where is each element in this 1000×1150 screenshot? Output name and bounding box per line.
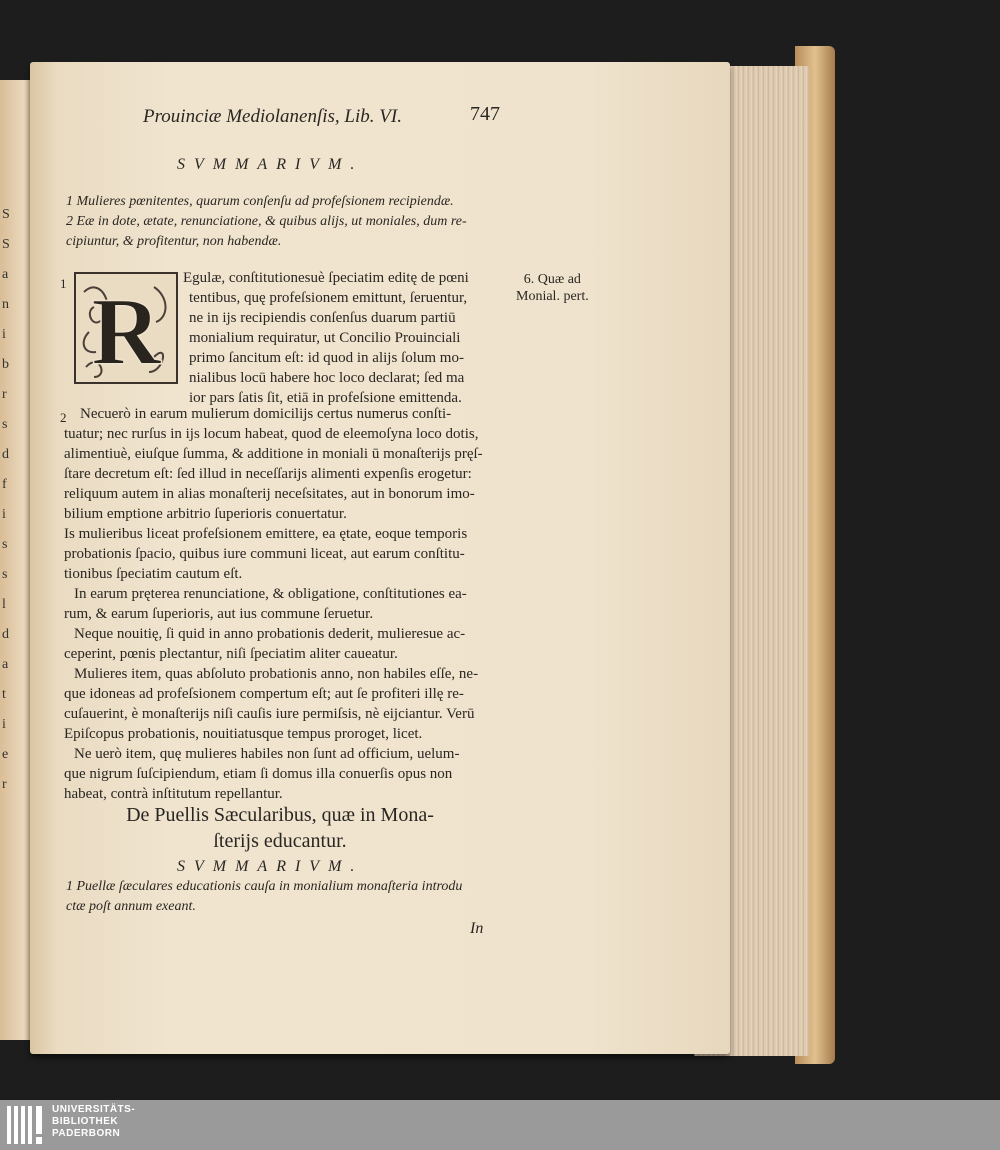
margin-note-line: 6. Quæ ad: [523, 272, 581, 287]
body-line: habeat, contrà inſtitutum repellantur.: [64, 786, 283, 802]
body-line: bilium emptione arbitrio ſuperioris conuertatur.: [64, 506, 347, 522]
left-page-mark: e: [2, 747, 9, 762]
body-line: Neque nouitię, ſi quid in anno probationis dederit, mulieresue ac-: [74, 626, 466, 642]
summary-item: ctæ poſt annum exeant.: [66, 899, 196, 914]
summarium-heading: SVMMARIVM.: [177, 156, 364, 173]
left-page-mark: d: [2, 447, 9, 462]
left-page-mark: S: [2, 237, 10, 252]
paragraph-line: nialibus locū habere hoc loco declarat; ſed ma: [189, 370, 465, 386]
library-name-line: PADERBORN: [52, 1128, 121, 1139]
body-line: que nigrum ſuſcipiendum, etiam ſi domus illa conuerſis opus non: [64, 766, 453, 782]
left-page-mark: i: [2, 717, 6, 732]
paragraph-line: tentibus, quę profeſsionem emittunt, ſeruentur,: [189, 290, 468, 306]
summary-item: 1 Mulieres pœnitentes, quarum conſenſu ad profeſsionem recipiendæ.: [66, 194, 454, 209]
paragraph-line: Egulæ, conſtitutionesuè ſpeciatim editę de pœni: [183, 270, 469, 286]
catchword: In: [470, 920, 484, 937]
body-line: Ne uerò item, quę mulieres habiles non ſunt ad officium, uelum-: [74, 746, 460, 762]
library-name-line: UNIVERSITÄTS-: [52, 1104, 136, 1115]
left-page-mark: r: [2, 387, 7, 402]
body-line: Epiſcopus probationis, nouitiatusque tempus proroget, licet.: [64, 726, 423, 742]
body-line: ceperint, pœnis plectantur, niſi ſpeciatim aliter caueatur.: [64, 646, 398, 662]
university-library-logo-icon: [6, 1104, 44, 1146]
paragraph-line: ior pars ſatis ſit, etiā in profeſsione emittenda.: [189, 390, 462, 406]
margin-note: [516, 271, 589, 305]
section-heading-line: ſterijs educantur.: [213, 830, 347, 852]
left-page-mark: S: [2, 207, 10, 222]
paragraph-line: ne in ijs recipiendis conſenſus duarum partiū: [189, 310, 456, 326]
left-page-mark: d: [2, 627, 9, 642]
left-page-mark: s: [2, 567, 8, 582]
body-line: reliquum autem in alias monaſterij neceſsitates, aut in bonorum imo-: [64, 486, 475, 502]
initial-letter-glyph: R: [91, 278, 161, 384]
left-page-mark: n: [2, 297, 9, 312]
left-page-mark: i: [2, 327, 6, 342]
body-line: Is mulieribus liceat profeſsionem emittere, ea ętate, eoque temporis: [64, 526, 468, 542]
body-line: Necuerò in earum mulierum domicilijs certus numerus conſti-: [80, 406, 452, 422]
left-page-edge: [0, 80, 34, 1040]
library-name: [52, 1104, 135, 1140]
library-footer-bar: [0, 1100, 1000, 1150]
body-line: ſtare decretum eſt: ſed illud in neceſſarijs alimenti expenſis erogetur:: [64, 466, 472, 482]
summarium-heading: SVMMARIVM.: [177, 858, 364, 875]
section-heading-line: De Puellis Sæcularibus, quæ in Mona-: [126, 804, 434, 826]
body-line: tionibus ſpeciatim cautum eſt.: [64, 566, 243, 582]
body-line: tuatur; nec rurſus in ijs locum habeat, quod de eleemoſyna loco dotis,: [64, 426, 479, 442]
paragraph-line: primo ſancitum eſt: id quod in alijs ſolum mo-: [189, 350, 464, 366]
section-heading: [80, 802, 480, 854]
left-page-mark: s: [2, 417, 8, 432]
summary-item: 1 Puellæ ſæculares educationis cauſa in monialium monaſteria introdu: [66, 879, 463, 894]
body-line: probationis ſpacio, quibus iure communi liceat, aut earum conſtitu-: [64, 546, 465, 562]
left-page-mark: i: [2, 507, 6, 522]
left-page-mark: a: [2, 657, 9, 672]
decorated-initial-letter: [74, 272, 178, 384]
summary-item: 2 Eæ in dote, ætate, renunciatione, & quibus alijs, ut moniales, dum re-: [66, 214, 467, 229]
body-line: In earum pręterea renunciatione, & obligatione, conſtitutiones ea-: [74, 586, 467, 602]
body-line: que idoneas ad profeſsionem compertum eſt; aut ſe profiteri illę re-: [64, 686, 464, 702]
left-page-marks: [2, 200, 32, 800]
paragraph-line: monialium requiratur, ut Concilio Prouinciali: [189, 330, 461, 346]
left-page-mark: r: [2, 777, 7, 792]
margin-note-line: Monial. pert.: [516, 289, 589, 304]
left-page-mark: t: [2, 687, 6, 702]
running-header: Prouinciæ Mediolanenſis, Lib. VI.: [143, 106, 402, 127]
paragraph-number: 1: [60, 276, 67, 291]
left-page-mark: l: [2, 597, 6, 612]
body-line: cuſauerint, è monaſterijs niſi cauſis iure permiſsis, nè eijciantur. Verū: [64, 706, 475, 722]
body-line: Mulieres item, quas abſoluto probationis anno, non habiles eſſe, ne-: [74, 666, 479, 682]
paragraph-number: 2: [60, 410, 67, 425]
summary-item: cipiuntur, & profitentur, non habendæ.: [66, 234, 282, 249]
page-number: 747: [470, 103, 500, 125]
left-page-mark: b: [2, 357, 9, 372]
left-page-mark: f: [2, 477, 7, 492]
library-name-line: BIBLIOTHEK: [52, 1116, 119, 1127]
body-line: rum, & earum ſuperioris, aut ius commune ſeruetur.: [64, 606, 374, 622]
body-line: alimentiuè, eiuſque ſumma, & additione in moniali ū monaſterijs pręſ-: [64, 446, 483, 462]
left-page-mark: a: [2, 267, 9, 282]
left-page-mark: s: [2, 537, 8, 552]
